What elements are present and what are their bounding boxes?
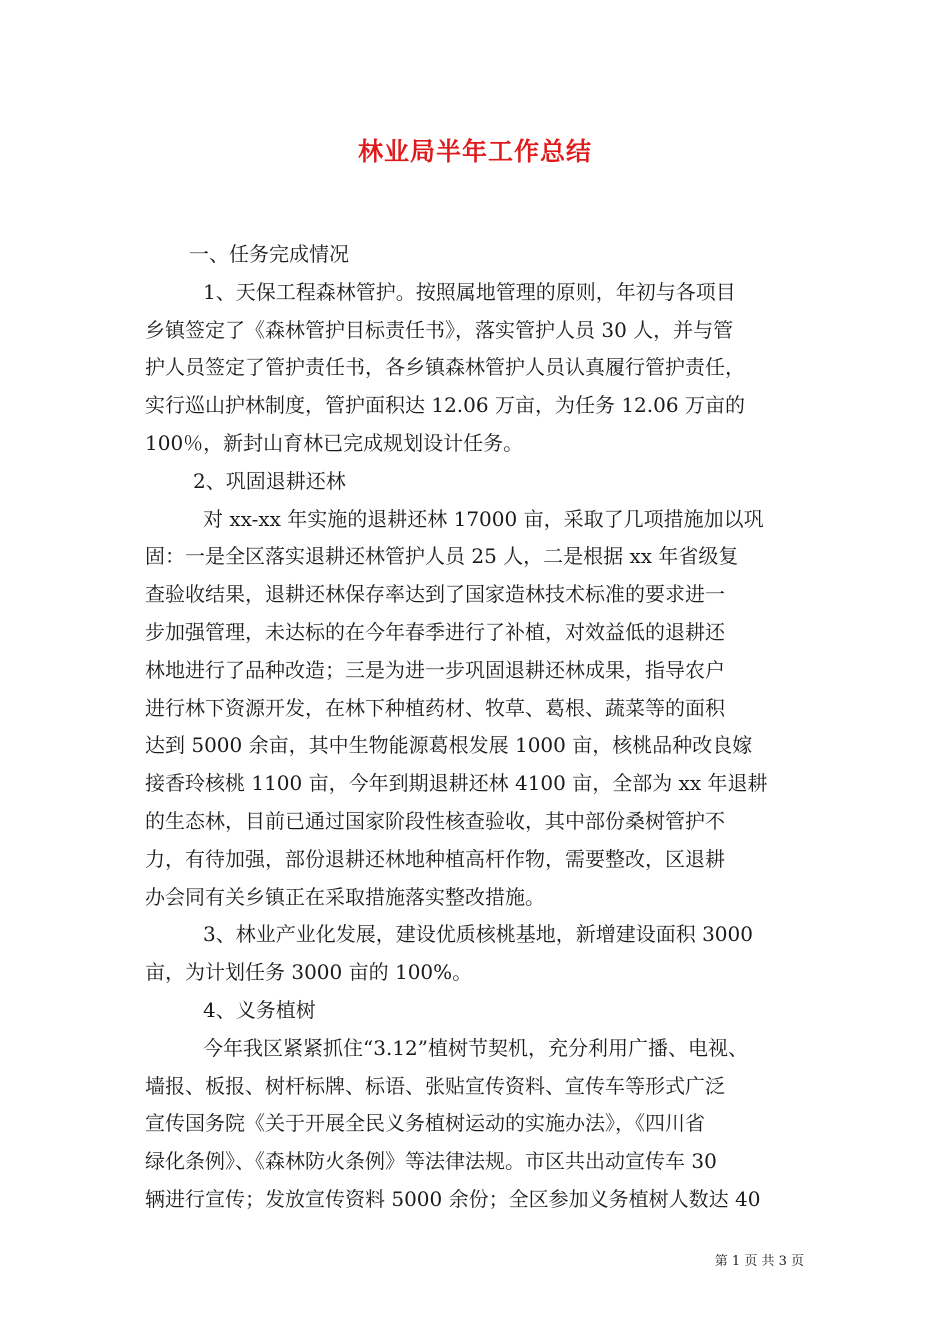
text-line: 辆进行宣传；发放宣传资料 5000 余份；全区参加义务植树人数达 40 bbox=[145, 1186, 761, 1211]
text-line: 林地进行了品种改造；三是为进一步巩固退耕还林成果，指导农户 bbox=[145, 657, 725, 682]
text-line: 接香玲核桃 1100 亩，今年到期退耕还林 4100 亩，全部为 xx 年退耕 bbox=[145, 771, 768, 796]
text-line: 进行林下资源开发，在林下种植药材、牧草、葛根、蔬菜等的面积 bbox=[145, 695, 725, 720]
text-line: 固：一是全区落实退耕还林管护人员 25 人，二是根据 xx 年省级复 bbox=[145, 544, 739, 569]
text-line: 宣传国务院《关于开展全民义务植树运动的实施办法》，《四川省 bbox=[145, 1111, 705, 1136]
text-line: 100％，新封山育林已完成规划设计任务。 bbox=[145, 430, 524, 455]
text-line: 护人员签定了管护责任书，各乡镇森林管护人员认真履行管护责任， bbox=[145, 355, 745, 380]
document-body bbox=[145, 236, 810, 1219]
text-line: 墙报、板报、树杆标牌、标语、张贴宣传资料、宣传车等形式广泛 bbox=[145, 1073, 725, 1098]
text-line: 2、巩固退耕还林 bbox=[193, 468, 346, 493]
text-line: 办会同有关乡镇正在采取措施落实整改措施。 bbox=[145, 884, 545, 909]
text-line: 力，有待加强，部份退耕还林地种植高杆作物，需要整改，区退耕 bbox=[145, 846, 725, 871]
text-line: 步加强管理，未达标的在今年春季进行了补植，对效益低的退耕还 bbox=[145, 619, 725, 644]
text-line: 对 xx-xx 年实施的退耕还林 17000 亩，采取了几项措施加以巩 bbox=[203, 506, 764, 531]
text-line: 3、林业产业化发展，建设优质核桃基地，新增建设面积 3000 bbox=[203, 922, 753, 947]
text-line: 的生态林，目前已通过国家阶段性核查验收，其中部份桑树管护不 bbox=[145, 808, 725, 833]
document-title: 林业局半年工作总结 bbox=[357, 137, 592, 166]
text-line: 一、任务完成情况 bbox=[189, 242, 349, 266]
text-line: 实行巡山护林制度，管护面积达 12.06 万亩，为任务 12.06 万亩的 bbox=[145, 393, 745, 418]
text-line: 达到 5000 余亩，其中生物能源葛根发展 1000 亩，核桃品种改良嫁 bbox=[145, 733, 753, 758]
text-line: 4、义务植树 bbox=[203, 997, 316, 1022]
text-line: 今年我区紧紧抓住“3.12”植树节契机，充分利用广播、电视、 bbox=[203, 1035, 748, 1060]
page-footer: 第 1 页 共 3 页 bbox=[714, 1254, 804, 1269]
text-line: 1、天保工程森林管护。按照属地管理的原则，年初与各项目 bbox=[203, 279, 736, 304]
text-line: 查验收结果，退耕还林保存率达到了国家造林技术标准的要求进一 bbox=[145, 582, 725, 607]
text-line: 亩，为计划任务 3000 亩的 100%。 bbox=[145, 960, 473, 985]
text-line: 乡镇签定了《森林管护目标责任书》，落实管护人员 30 人，并与管 bbox=[145, 317, 734, 342]
text-line: 绿化条例》、《森林防火条例》等法律法规。市区共出动宣传车 30 bbox=[145, 1149, 717, 1174]
